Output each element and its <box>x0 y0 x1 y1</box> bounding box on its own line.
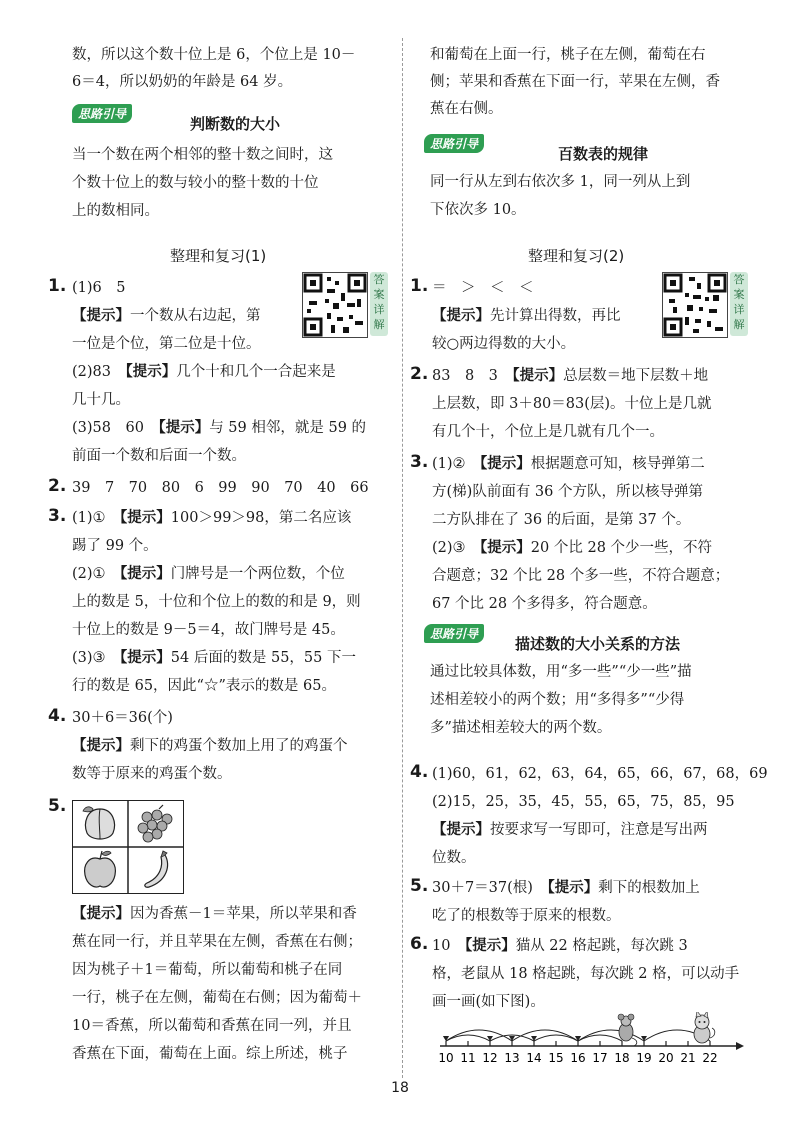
hint-text: 剩下的根数加上 <box>598 880 700 896</box>
tick-label: 17 <box>592 1051 608 1065</box>
answer-line: 香蕉在下面，葡萄在上面。综上所述，桃子 <box>72 1046 348 1062</box>
question-number: 4. <box>410 762 429 782</box>
question-number: 2. <box>48 476 67 496</box>
tip-badge: 思路引导 <box>424 624 484 643</box>
hint-text: 54 后面的数是 55，55 下一 <box>170 650 356 666</box>
answer-line <box>432 878 700 898</box>
answer-line: 上的数是 5，十位和个位上的数的和是 9，则 <box>72 594 361 610</box>
hint-label: 【提示】 <box>432 308 490 324</box>
qr-tag: 答案详解 <box>730 272 748 336</box>
tip-line-2: 述相差较小的两个数；用“多得多”“少得 <box>430 692 685 708</box>
hint-label: 【提示】 <box>125 364 177 380</box>
hint-text: 门牌号是一个两位数，个位 <box>170 566 345 582</box>
mouse-jump-arc <box>578 1035 622 1041</box>
answer-line: (1)6 5 <box>72 280 126 296</box>
question-number: 5. <box>410 876 429 896</box>
hint-label: 【提示】 <box>72 738 130 754</box>
hint-text: 猫从 22 格起跳，每次跳 3 <box>515 938 688 954</box>
answer-line: 蕉在同一行，并且苹果在左侧，香蕉在右侧； <box>72 934 362 950</box>
answer-line <box>72 564 345 584</box>
answer-line: 合题意；32 个比 28 个多一些，不符合题意； <box>432 568 730 584</box>
tick-label: 11 <box>460 1051 476 1065</box>
answer-line: ＝ ＞ ＜ ＜ <box>432 280 534 296</box>
answer-value: (3)58 60 <box>72 420 159 436</box>
answer-line: 上层数，即 3＋80＝83(层)。十位上是几就 <box>432 396 712 412</box>
answer-line <box>72 362 336 382</box>
cat-jump-arc-arrowhead <box>509 1036 515 1041</box>
tick-label: 22 <box>702 1051 718 1065</box>
intro-line-1: 和葡萄在上面一行，桃子在左侧，葡萄在右 <box>430 47 706 63</box>
intro-line-1: 数，所以这个数十位上是 6，个位上是 10－ <box>72 47 356 63</box>
answer-line: 二方队排在了 36 的后面，是第 37 个。 <box>432 512 691 528</box>
answer-value: (1)① <box>72 510 121 526</box>
hint-label: 【提示】 <box>72 308 130 324</box>
column-divider <box>402 38 403 1078</box>
answer-value: 83 8 3 <box>432 368 513 384</box>
answer-line: 较○两边得数的大小。 <box>432 336 576 352</box>
answer-line: 一行，桃子在左侧，葡萄在右侧；因为葡萄＋ <box>72 990 362 1006</box>
hint-label: 【提示】 <box>480 456 531 472</box>
intro-line-2: 6＝4，所以奶奶的年龄是 64 岁。 <box>72 74 293 90</box>
answer-line: 有几个十，个位上是几就有几个一。 <box>432 424 664 440</box>
tip-line-2: 下依次多 10。 <box>430 202 526 218</box>
cat-jump-arc <box>578 1030 644 1041</box>
answer-value: (2)① <box>72 566 121 582</box>
answer-value: (2)③ <box>432 540 481 556</box>
answer-line <box>72 306 261 326</box>
answer-line: (1)60，61，62，63，64，65，66，67，68，69 <box>432 766 768 782</box>
hint-label: 【提示】 <box>464 938 516 954</box>
answer-value: 10 <box>432 938 465 954</box>
intro-line-2: 侧；苹果和香蕉在下面一行，苹果在左侧，香 <box>430 74 720 90</box>
banana-icon <box>145 851 168 887</box>
answer-line: 方(梯)队前面有 36 个方队，所以核导弹第 <box>432 484 703 500</box>
answer-line <box>432 306 621 326</box>
hint-text: 100＞99＞98，第二名应该 <box>170 510 352 526</box>
hint-label: 【提示】 <box>158 420 210 436</box>
tip-line-1: 同一行从左到右依次多 1，同一列从上到 <box>430 174 691 190</box>
answer-line <box>432 538 712 558</box>
mouse-jump-arc <box>446 1035 490 1041</box>
answer-line: 踢了 99 个。 <box>72 538 158 554</box>
answer-line <box>432 936 688 956</box>
tick-label: 20 <box>658 1051 674 1065</box>
hint-text: 几个十和几个一合起来是 <box>176 364 336 380</box>
answer-line: 格，老鼠从 18 格起跳，每次跳 2 格，可以动手 <box>432 966 740 982</box>
answer-line <box>432 820 708 840</box>
answer-line <box>72 904 357 924</box>
tip-line-3: 多”描述相差较大的两个数。 <box>430 720 612 736</box>
answer-value: 30＋7＝37(根) <box>432 880 548 896</box>
hint-label: 【提示】 <box>72 906 130 922</box>
tick-label: 14 <box>526 1051 542 1065</box>
hint-label: 【提示】 <box>512 368 564 384</box>
question-number: 4. <box>48 706 67 726</box>
answer-line: 一位是个位，第二位是十位。 <box>72 336 261 352</box>
fruit-grid <box>72 800 184 894</box>
answer-line: 吃了的根数等于原来的根数。 <box>432 908 621 924</box>
qr-code[interactable] <box>662 272 752 338</box>
mouse-icon <box>618 1014 637 1046</box>
hint-text: 根据题意可知，核导弹第二 <box>530 456 705 472</box>
tip-line-1: 通过比较具体数，用“多一些”“少一些”描 <box>430 664 692 680</box>
hint-text: 一个数从右边起，第 <box>130 308 261 324</box>
hint-label: 【提示】 <box>480 540 531 556</box>
hint-text: 剩下的鸡蛋个数加上用了的鸡蛋个 <box>130 738 348 754</box>
answer-line <box>72 648 356 668</box>
hint-text: 20 个比 28 个少一些，不符 <box>530 540 713 556</box>
tip-badge: 思路引导 <box>72 104 132 123</box>
tick-label: 19 <box>636 1051 652 1065</box>
number-line-arrow <box>736 1042 744 1050</box>
qr-code[interactable] <box>302 272 392 338</box>
tick-label: 21 <box>680 1051 696 1065</box>
tip-badge: 思路引导 <box>424 134 484 153</box>
answer-line: 因为桃子＋1＝葡萄，所以葡萄和桃子在同 <box>72 962 343 978</box>
hint-text: 先计算出得数，再比 <box>490 308 621 324</box>
grapes-icon <box>138 805 172 842</box>
answer-line: (2)15，25，35，45，55，65，75，85，95 <box>432 794 735 810</box>
qr-tag: 答案详解 <box>370 272 388 336</box>
cat-icon <box>694 1012 715 1043</box>
qr-code-image <box>662 272 728 338</box>
hint-text: 总层数＝地下层数＋地 <box>563 368 709 384</box>
question-number: 1. <box>410 276 429 296</box>
mouse-jump-arc <box>534 1035 578 1041</box>
intro-line-3: 蕉在右侧。 <box>430 101 503 117</box>
hint-label: 【提示】 <box>120 650 171 666</box>
apple-icon <box>85 851 116 887</box>
answer-line: 10＝香蕉，所以葡萄和香蕉在同一列，并且 <box>72 1018 352 1034</box>
answer-line <box>72 418 366 438</box>
answer-line: 数等于原来的鸡蛋个数。 <box>72 766 232 782</box>
question-number: 5. <box>48 796 67 816</box>
answer-line: 几十几。 <box>72 392 130 408</box>
tick-label: 10 <box>438 1051 454 1065</box>
cat-jump-arc <box>512 1030 578 1041</box>
question-number: 2. <box>410 364 429 384</box>
question-number: 6. <box>410 934 429 954</box>
answer-line: 前面一个数和后面一个数。 <box>72 448 246 464</box>
question-number: 3. <box>410 452 429 472</box>
peach-icon <box>83 807 114 839</box>
hint-label: 【提示】 <box>120 566 171 582</box>
tick-label: 16 <box>570 1051 586 1065</box>
answer-line <box>432 366 708 386</box>
cat-jump-arc <box>446 1030 512 1041</box>
tip-line-2: 个数十位上的数与较小的整十数的十位 <box>72 175 319 191</box>
tick-label: 13 <box>504 1051 520 1065</box>
answer-line: 画一画(如下图)。 <box>432 994 545 1010</box>
cat-jump-arc-arrowhead <box>641 1036 647 1041</box>
section-title: 整理和复习(1) <box>170 247 267 265</box>
hint-text: 按要求写一写即可，注意是写出两 <box>490 822 708 838</box>
section-title: 整理和复习(2) <box>528 247 625 265</box>
answer-value: (3)③ <box>72 650 121 666</box>
answer-line <box>72 736 348 756</box>
hint-label: 【提示】 <box>120 510 171 526</box>
answer-value: (1)② <box>432 456 481 472</box>
answer-line: 十位上的数是 9－5＝4，故门牌号是 45。 <box>72 622 345 638</box>
tip-title: 百数表的规律 <box>558 145 649 163</box>
answer-line: 行的数是 65，因此“☆”表示的数是 65。 <box>72 678 336 694</box>
question-number: 1. <box>48 276 67 296</box>
question-number: 3. <box>48 506 67 526</box>
answer-line: 30＋6＝36(个) <box>72 710 173 726</box>
tick-label: 15 <box>548 1051 564 1065</box>
answer-line: 67 个比 28 个多得多，符合题意。 <box>432 596 657 612</box>
number-line-diagram <box>436 1012 756 1072</box>
hint-label: 【提示】 <box>547 880 599 896</box>
answer-line: 39 7 70 80 6 99 90 70 40 66 <box>72 480 369 496</box>
hint-text: 与 59 相邻，就是 59 的 <box>209 420 367 436</box>
answer-value: (2)83 <box>72 364 126 380</box>
qr-code-image <box>302 272 368 338</box>
answer-line <box>432 454 705 474</box>
tip-line-3: 上的数相同。 <box>72 203 159 219</box>
hint-label: 【提示】 <box>432 822 490 838</box>
tip-title: 判断数的大小 <box>190 115 281 133</box>
answer-line: 位数。 <box>432 850 476 866</box>
tick-label: 18 <box>614 1051 630 1065</box>
tip-line-1: 当一个数在两个相邻的整十数之间时，这 <box>72 147 333 163</box>
page-number: 18 <box>391 1080 409 1096</box>
hint-text: 因为香蕉－1＝苹果，所以苹果和香 <box>130 906 357 922</box>
answer-line <box>72 508 351 528</box>
tick-label: 12 <box>482 1051 498 1065</box>
tip-title: 描述数的大小关系的方法 <box>515 635 681 653</box>
